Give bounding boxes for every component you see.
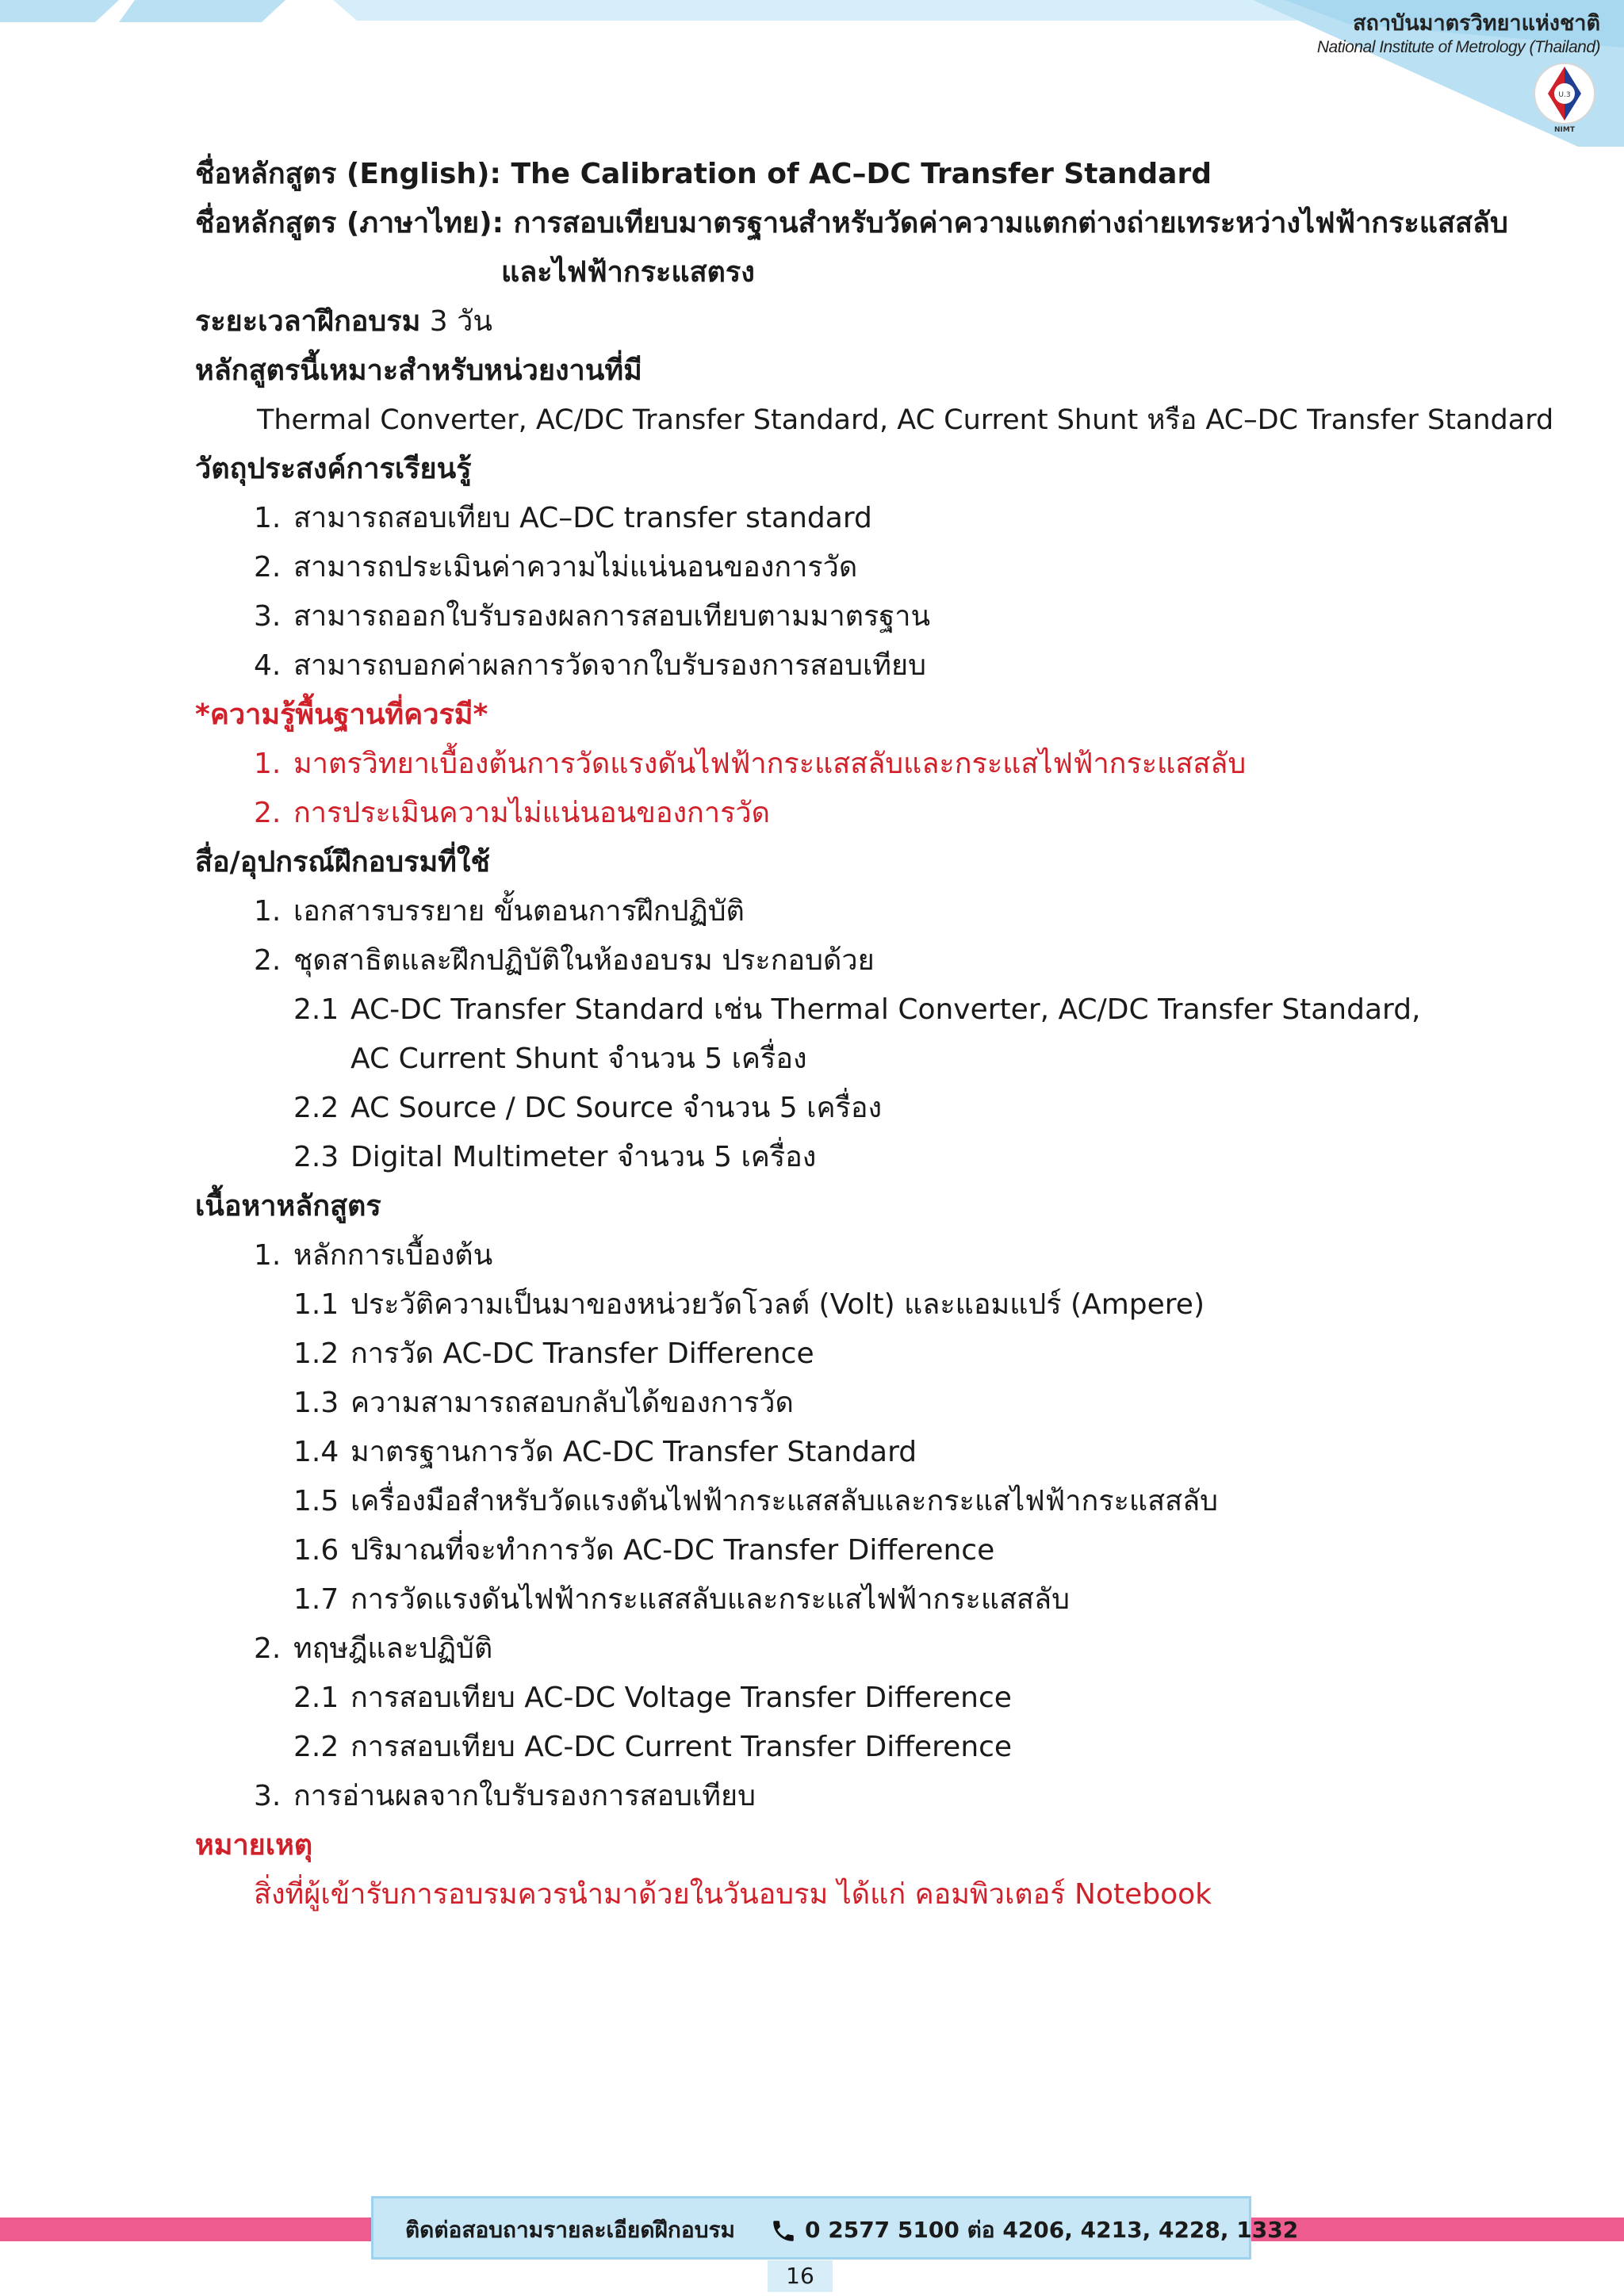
nimt-logo-icon	[1529, 60, 1600, 133]
duration	[195, 303, 492, 341]
sub-list-item: 1.6 ปริมาณที่จะทำการวัด AC-DC Transfer Difference	[293, 1534, 995, 1567]
sub-list-item: 2.2 AC Source / DC Source จำนวน 5 เครื่อง	[293, 1092, 883, 1124]
duration-value: 3 วัน	[429, 305, 492, 338]
list-item: 1. สามารถสอบเทียบ AC–DC transfer standard	[254, 502, 872, 534]
suitable-heading: หลักสูตรนี้เหมาะสำหรับหน่วยงานที่มี	[195, 354, 642, 387]
media-heading: สื่อ/อุปกรณ์ฝึกอบรมที่ใช้	[195, 846, 490, 878]
sub-list-item: 2.1 AC-DC Transfer Standard เช่น Thermal Converter, AC/DC Transfer Standard,	[293, 993, 1421, 1026]
prereq-heading: *ความรู้พื้นฐานที่ควรมี*	[195, 698, 488, 731]
sub-list-item: 1.3 ความสามารถสอบกลับได้ของการวัด	[293, 1387, 794, 1419]
organization-name	[1317, 10, 1600, 57]
list-item: 3. การอ่านผลจากใบรับรองการสอบเทียบ	[254, 1780, 756, 1812]
contact-box	[371, 2196, 1299, 2260]
title-en-label: ชื่อหลักสูตร (English):	[195, 158, 501, 190]
list-item: 2. ทฤษฎีและปฏิบัติ	[254, 1632, 493, 1665]
phone-number: 0 2577 5100 ต่อ 4206, 4213, 4228, 1332	[805, 2217, 1299, 2243]
list-item: 3. สามารถออกใบรับรองผลการสอบเทียบตามมาตรฐาน	[254, 600, 931, 633]
suitable-text: Thermal Converter, AC/DC Transfer Standard, AC Current Shunt หรือ AC–DC Transfer Standard	[257, 404, 1554, 436]
duration-label: ระยะเวลาฝึกอบรม	[195, 305, 421, 338]
sub-list-item: 1.4 มาตรฐานการวัด AC-DC Transfer Standard	[293, 1436, 917, 1468]
sub-list-item: 2.1 การสอบเทียบ AC-DC Voltage Transfer Difference	[293, 1682, 1012, 1714]
contact-label: ติดต่อสอบถามรายละเอียดฝึกอบรม	[405, 2217, 735, 2243]
list-item: 1. หลักการเบื้องต้น	[254, 1239, 493, 1272]
note-text: สิ่งที่ผู้เข้ารับการอบรมควรนำมาด้วยในวันอบรม ได้แก่ คอมพิวเตอร์ Notebook	[254, 1878, 1212, 1911]
course-title-en	[195, 155, 1212, 193]
page-number: 16	[768, 2260, 833, 2292]
phone-icon	[770, 2218, 797, 2244]
list-item: 1. มาตรวิทยาเบื้องต้นการวัดแรงดันไฟฟ้ากระแสสลับและกระแสไฟฟ้ากระแสสลับ	[254, 748, 1247, 780]
sub-list-item: 1.2 การวัด AC-DC Transfer Difference	[293, 1337, 814, 1370]
sub-list-item: 1.7 การวัดแรงดันไฟฟ้ากระแสสลับและกระแสไฟฟ้ากระแสสลับ	[293, 1583, 1070, 1616]
sub-list-item: 1.1 ประวัติความเป็นมาของหน่วยวัดโวลต์ (Volt) และแอมแปร์ (Ampere)	[293, 1288, 1205, 1321]
list-item: 2. สามารถประเมินค่าความไม่แน่นอนของการวัด	[254, 551, 858, 584]
list-item: 1. เอกสารบรรยาย ขั้นตอนการฝึกปฏิบัติ	[254, 895, 745, 928]
logo-text: NIMT	[1554, 126, 1575, 133]
sub-list-item: 1.5 เครื่องมือสำหรับวัดแรงดันไฟฟ้ากระแสสลับและกระแสไฟฟ้ากระแสสลับ	[293, 1485, 1218, 1517]
sub-list-item: 2.3 Digital Multimeter จำนวน 5 เครื่อง	[293, 1141, 817, 1173]
content-heading: เนื้อหาหลักสูตร	[195, 1190, 381, 1223]
title-th-value: การสอบเทียบมาตรฐานสำหรับวัดค่าความแตกต่างถ่ายเทระหว่างไฟฟ้ากระแสสลับ	[513, 207, 1508, 239]
course-title-th	[195, 205, 1508, 243]
objectives-heading: วัตถุประสงค์การเรียนรู้	[195, 453, 472, 485]
list-item: 2. การประเมินความไม่แน่นอนของการวัด	[254, 797, 770, 829]
org-name-thai: สถาบันมาตรวิทยาแห่งชาติ	[1353, 11, 1600, 36]
contact-phone	[770, 2213, 1298, 2248]
sub-list-item-continuation: AC Current Shunt จำนวน 5 เครื่อง	[350, 1043, 807, 1075]
list-item: 2. ชุดสาธิตและฝึกปฏิบัติในห้องอบรม ประกอบด้วย	[254, 944, 875, 977]
org-name-english: National Institute of Metrology (Thailand)	[1316, 38, 1600, 56]
svg-text:U.3: U.3	[1558, 91, 1571, 99]
list-item: 4. สามารถบอกค่าผลการวัดจากใบรับรองการสอบเทียบ	[254, 649, 926, 682]
title-th-value-line2: และไฟฟ้ากระแสตรง	[501, 256, 755, 289]
sub-list-item: 2.2 การสอบเทียบ AC-DC Current Transfer Difference	[293, 1731, 1013, 1763]
note-heading: หมายเหตุ	[195, 1829, 313, 1862]
title-th-label: ชื่อหลักสูตร (ภาษาไทย):	[195, 207, 504, 239]
title-en-value: The Calibration of AC–DC Transfer Standard	[511, 158, 1212, 190]
